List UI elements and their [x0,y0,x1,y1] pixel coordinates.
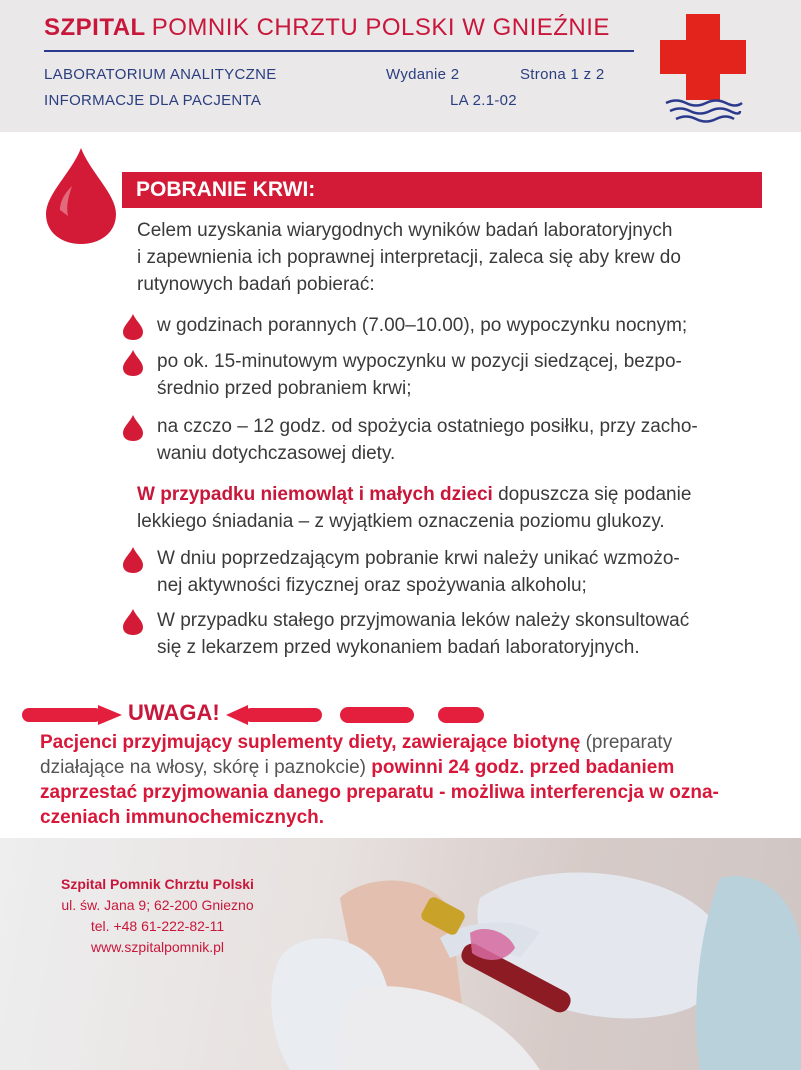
blood-drop-icon [44,146,118,246]
edition-label: Wydanie 2 [386,66,460,83]
section-title: POBRANIE KRWI: [122,172,762,208]
hospital-name-rest: POMNIK CHRZTU POLSKI W GNIEŹNIE [151,14,610,41]
blood-drop-bullet-icon [122,608,144,636]
footer-website-link[interactable]: www.szpitalpomnik.pl [90,939,225,955]
blood-drop-bullet-icon [122,313,144,341]
header-rule [44,50,634,52]
infants-emphasis: W przypadku niemowląt i małych dzieci [137,484,493,505]
decorative-dash [438,707,484,723]
footer-hospital-name: Szpital Pomnik Chrztu Polski [61,876,254,892]
blood-drop-bullet-icon [122,414,144,442]
lab-name: LABORATORIUM ANALITYCZNE [44,66,277,83]
intro-paragraph [137,217,767,298]
decorative-dash [340,707,414,723]
warning-text-bold: czeniach immunochemicznych. [40,807,325,828]
hospital-name [44,14,610,42]
waves-icon [664,98,744,124]
blood-drop-bullet-icon [122,349,144,377]
bullet-line: W dniu poprzedzającym pobranie krwi należy unikać wzmożo- [157,548,680,569]
arrow-left-icon [226,705,322,725]
cross-horizontal [660,40,746,74]
intro-line: i zapewnienia ich poprawnej interpretacji, zaleca się aby krew do [137,247,681,268]
bullet-line: waniu dotychczasowej diety. [157,443,396,464]
footer-phone: tel. +48 61-222-82-11 [90,918,225,934]
infants-text: dopuszcza się podanie [498,484,692,505]
bullet-item [157,348,767,402]
intro-line: rutynowych badań pobierać: [137,274,375,295]
bullet-line: się z lekarzem przed wykonaniem badań laboratoryjnych. [157,637,640,658]
bullet-line: nej aktywności fizycznej oraz spożywania alkoholu; [157,575,587,596]
bullet-item [157,312,767,339]
warning-text: działające na włosy, skórę i paznokcie) [40,757,366,778]
warning-text-bold: zaprzestać przyjmowania danego preparatu - możliwa interferencja w ozna- [40,782,719,803]
warning-paragraph [40,730,762,830]
warning-label: UWAGA! [128,700,220,725]
document-code: LA 2.1-02 [450,92,517,109]
warning-text-bold: Pacjenci przyjmujący suplementy diety, zawierające biotynę [40,732,581,753]
infants-text-line2: lekkiego śniadania – z wyjątkiem oznaczenia poziomu glukozy. [137,511,665,532]
bullet-line: W przypadku stałego przyjmowania leków należy skonsultować [157,610,690,631]
footer-address: ul. św. Jana 9; 62-200 Gniezno [61,897,254,913]
page-label: Strona 1 z 2 [520,66,605,83]
infants-paragraph [137,481,767,535]
document-type: INFORMACJE DLA PACJENTA [44,92,262,109]
bullet-item [157,607,767,661]
bullet-item [157,545,767,599]
bullet-item [157,413,767,467]
bullet-line: w godzinach porannych (7.00–10.00), po wypoczynku nocnym; [157,315,688,336]
bullet-line: średnio przed pobraniem krwi; [157,378,412,399]
bullet-line: po ok. 15-minutowym wypoczynku w pozycji siedzącej, bezpo- [157,351,682,372]
hospital-name-bold: SZPITAL [44,14,146,41]
bullet-line: na czczo – 12 godz. od spożycia ostatniego posiłku, przy zacho- [157,416,698,437]
warning-text-bold: powinni 24 godz. przed badaniem [371,757,675,778]
blood-drop-bullet-icon [122,546,144,574]
document-header [0,0,801,132]
warning-text: (preparaty [585,732,673,753]
arrow-right-icon [22,705,122,725]
intro-line: Celem uzyskania wiarygodnych wyników badań laboratoryjnych [137,220,673,241]
